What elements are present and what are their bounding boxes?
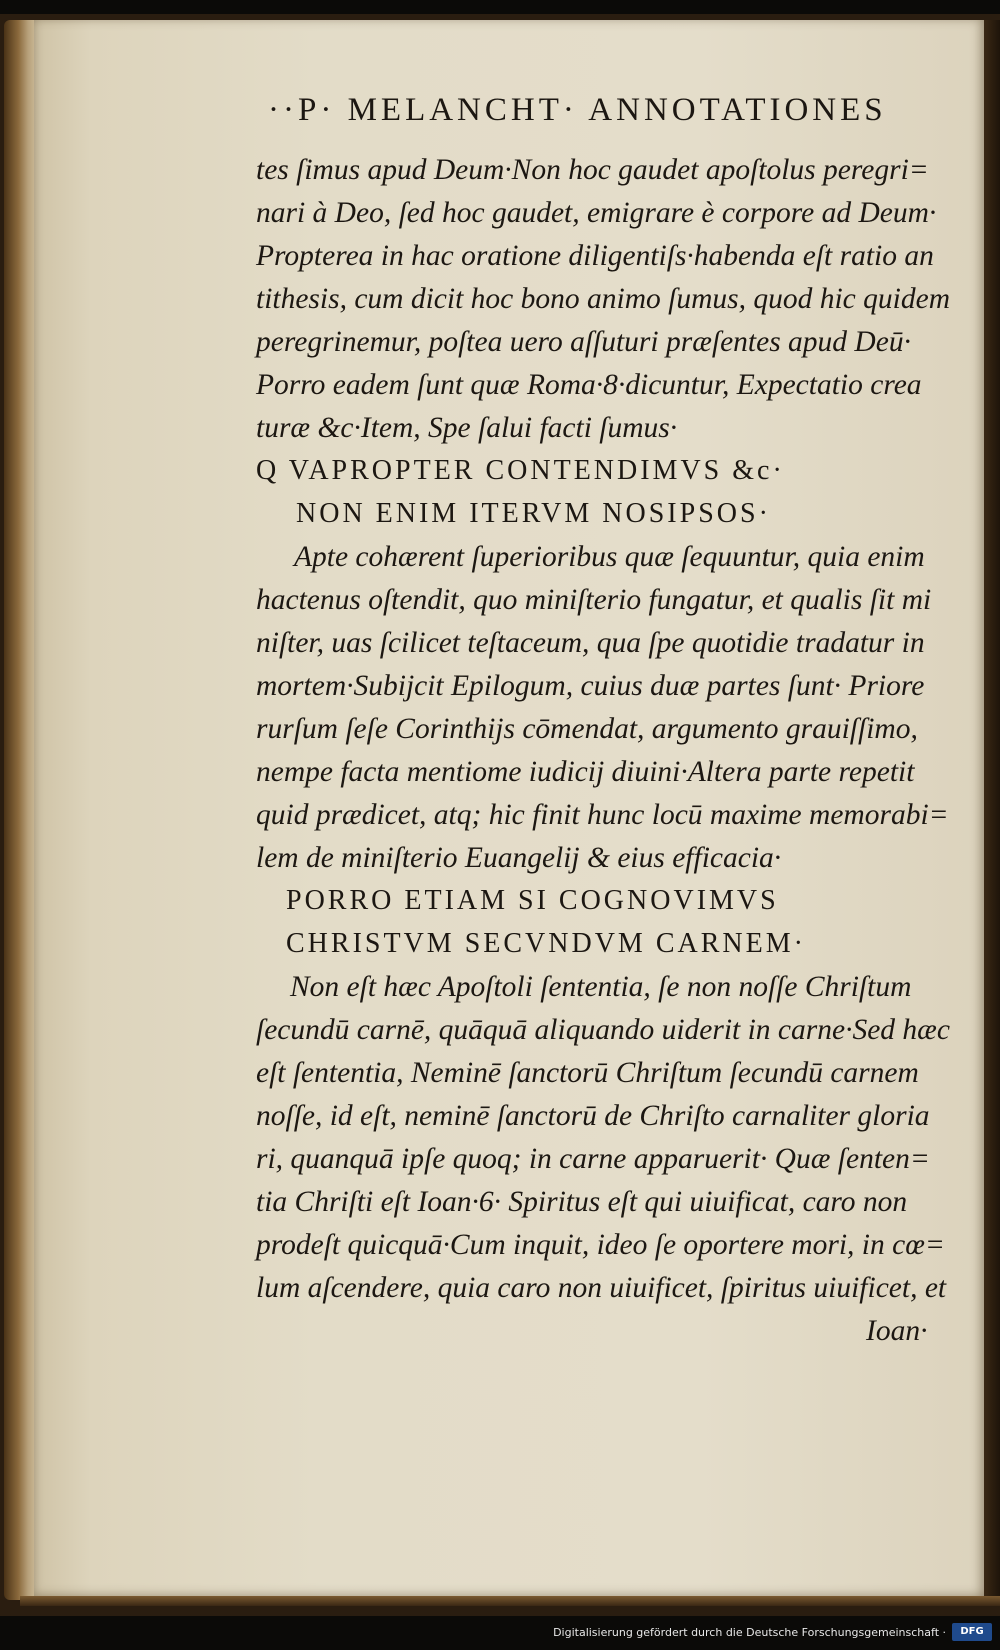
- text-line: nempe facta mentiome iudicij diuini·Altera parte repetit: [256, 756, 915, 788]
- page-right-edge: [984, 20, 1000, 1600]
- section-heading: PORRO ETIAM SI COGNOVIMVS: [286, 885, 779, 916]
- text-line: lum aſcendere, quia caro non uiuificet, ſpiritus uiuificet, et: [256, 1272, 947, 1304]
- text-line: quid prædicet, atq; hic finit hunc locū maxime memorabi=: [256, 799, 949, 831]
- text-line: nari à Deo, ſed hoc gaudet, emigrare è corpore ad Deum·: [256, 197, 937, 229]
- text-line: prodeſt quicquā·Cum inquit, ideo ſe oportere mori, in cœ=: [256, 1229, 945, 1261]
- dfg-logo: DFG: [952, 1623, 992, 1641]
- catchword: Ioan·: [866, 1315, 928, 1347]
- text-line: tia Chriſti eſt Ioan·6· Spiritus eſt qui uiuificat, caro non: [256, 1186, 908, 1218]
- page-gutter-edge: [4, 20, 36, 1600]
- section-heading: CHRISTVM SECVNDVM CARNEM·: [286, 928, 806, 959]
- text-line: eſt ſententia, Neminē ſanctorū Chriſtum ſecundū carnem: [256, 1057, 919, 1089]
- text-line: turæ &c·Item, Spe ſalui facti ſumus·: [256, 412, 678, 444]
- text-line: Porro eadem ſunt quæ Roma·8·dicuntur, Expectatio crea: [256, 369, 922, 401]
- text-line: tithesis, cum dicit hoc bono animo ſumus, quod hic quidem: [256, 283, 950, 315]
- text-line: lem de miniſterio Euangelij & eius efficacia·: [256, 842, 782, 874]
- text-line: rurſum ſeſe Corinthijs cōmendat, argumento grauiſſimo,: [256, 713, 918, 745]
- text-line: niſter, uas ſcilicet teſtaceum, qua ſpe quotidie tradatur in: [256, 627, 925, 659]
- text-line: noſſe, id eſt, neminē ſanctorū de Chriſto carnaliter gloria: [256, 1100, 930, 1132]
- text-line: hactenus oſtendit, quo miniſterio fungatur, et qualis ſit mi: [256, 584, 932, 616]
- running-head: ··P· MELANCHT· ANNOTATIONES: [268, 92, 887, 128]
- text-line: mortem·Subijcit Epilogum, cuius duæ partes ſunt· Priore: [256, 670, 925, 702]
- page-bottom-edge: [20, 1596, 1000, 1606]
- text-line: peregrinemur, poſtea uero aſſuturi præſentes apud Deū·: [256, 326, 911, 358]
- digitization-credit: Digitalisierung gefördert durch die Deutsche Forschungsgemeinschaft ·: [553, 1626, 946, 1639]
- section-heading: NON ENIM ITERVM NOSIPSOS·: [296, 498, 771, 529]
- section-heading: Q VAPROPTER CONTENDIMVS &c·: [256, 455, 785, 486]
- text-line: Non eſt hæc Apoſtoli ſententia, ſe non noſſe Chriſtum: [290, 971, 912, 1003]
- text-line: tes ſimus apud Deum·Non hoc gaudet apoſtolus peregri=: [256, 154, 929, 186]
- text-line: Apte cohærent ſuperioribus quæ ſequuntur, quia enim: [294, 541, 925, 573]
- text-line: ri, quanquā ipſe quoq; in carne apparuerit· Quæ ſenten=: [256, 1143, 930, 1175]
- text-line: Propterea in hac oratione diligentiſs·habenda eſt ratio an: [256, 240, 934, 272]
- text-line: ſecundū carnē, quāquā aliquando uiderit in carne·Sed hæc: [256, 1014, 950, 1046]
